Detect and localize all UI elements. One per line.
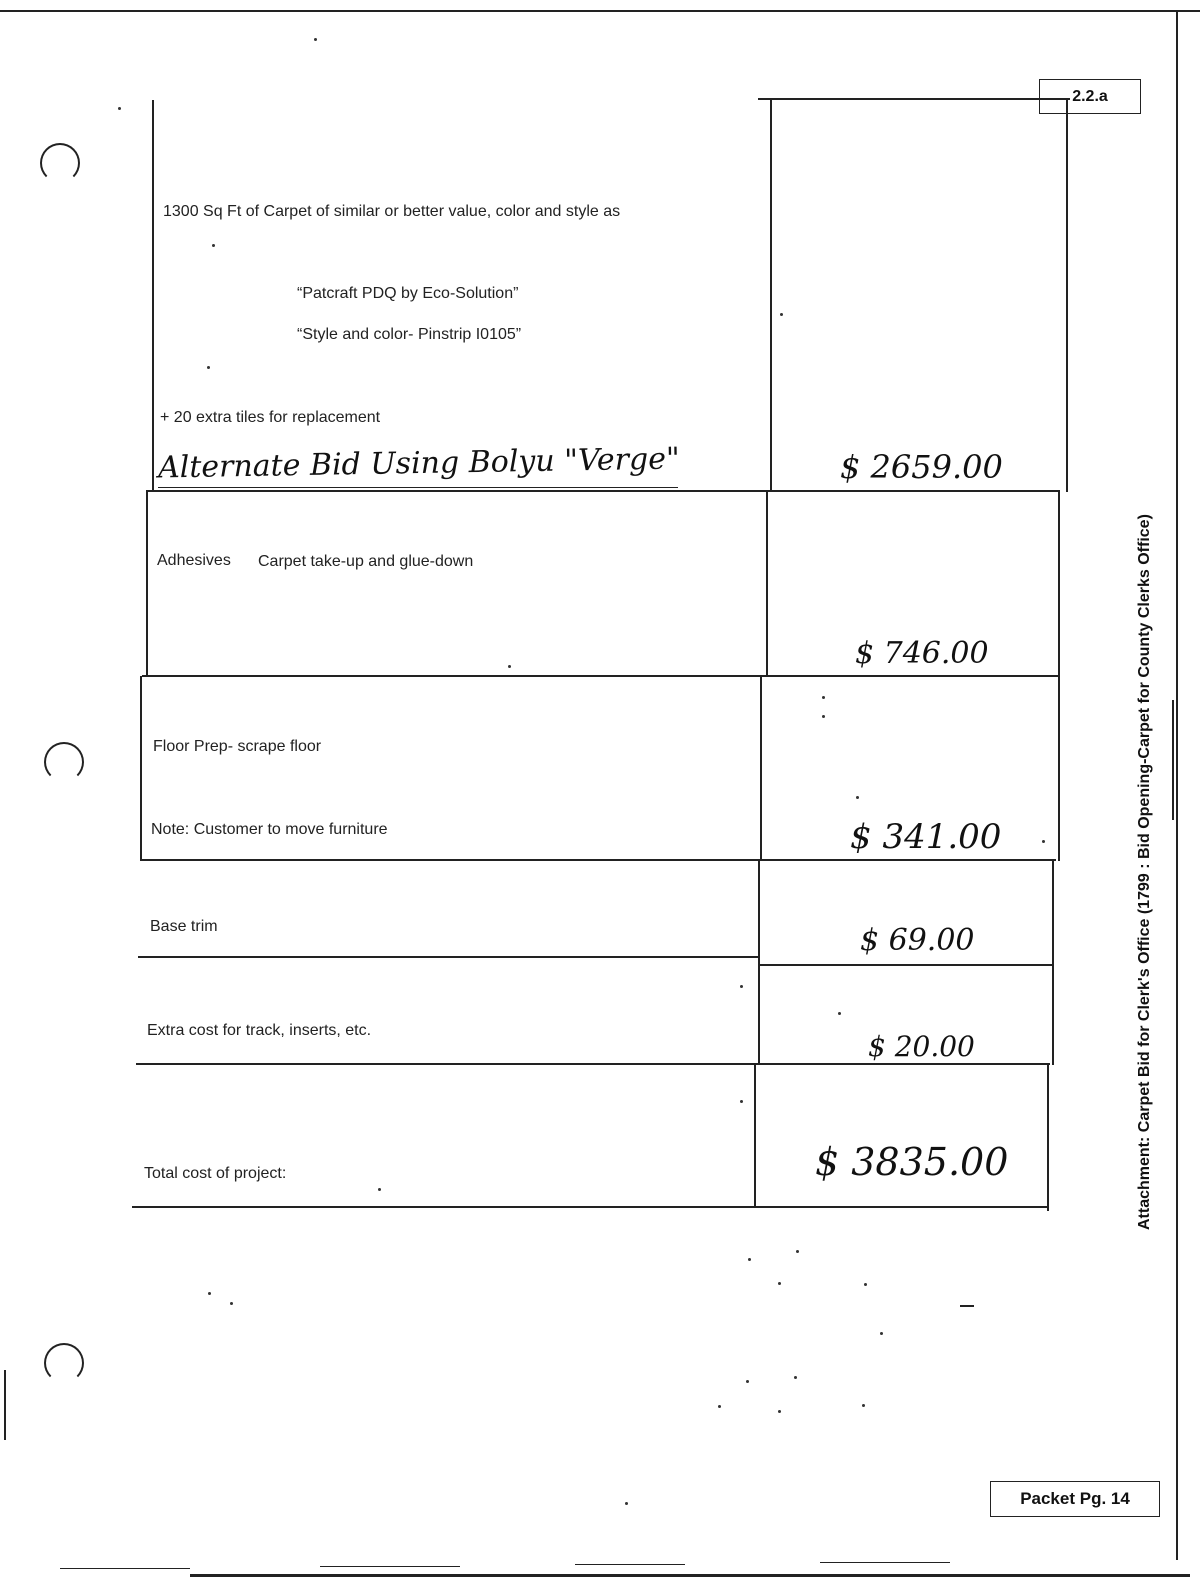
column-divider [770,98,772,492]
adhesives-label: Adhesives [157,552,231,569]
carpet-style-line: “Style and color- Pinstrip I0105” [297,326,522,343]
extra-tiles-line: + 20 extra tiles for replacement [160,409,381,426]
row-divider [136,1063,1050,1065]
scan-speck [794,1376,797,1379]
scan-speck [625,1502,628,1505]
stray-dash [575,1564,685,1565]
binder-hole-icon [44,742,84,782]
amount-extra-cost: $ 20.00 [868,1030,975,1063]
table-right-border [1047,1065,1049,1211]
binder-hole-icon [40,143,80,183]
table-right-border [1052,860,1054,1065]
attachment-tag-label: 2.2.a [1072,87,1108,105]
scan-speck [780,313,783,316]
scan-speck [378,1188,381,1191]
scan-speck [740,985,743,988]
stray-dash [60,1568,190,1569]
extra-cost-label: Extra cost for track, inserts, etc. [147,1022,372,1039]
scan-speck [118,107,121,110]
binder-hole-icon [44,1343,84,1383]
scan-speck [822,696,825,699]
table-right-border [1066,98,1068,492]
row-divider [132,1206,1048,1208]
amount-base-trim: $ 69.00 [860,923,975,958]
packet-page-label: Packet Pg. 14 [1020,1489,1130,1508]
total-label: Total cost of project: [144,1165,287,1182]
amount-floor-prep: $ 341.00 [850,817,1002,857]
scan-speck [230,1302,233,1305]
scan-speck [856,796,859,799]
scan-speck [208,1292,211,1295]
carpet-product-line: “Patcraft PDQ by Eco-Solution” [297,285,519,302]
table-left-border-lower [140,676,142,860]
handwritten-underline [158,487,678,488]
page-top-border [0,10,1200,12]
scan-speck [822,715,825,718]
amount-total: $ 3835.00 [815,1140,1009,1184]
scan-speck [508,665,511,668]
attachment-tag [1039,79,1141,114]
stray-dash [320,1566,460,1567]
row-divider [138,956,760,958]
scan-speck [740,1100,743,1103]
scan-speck [746,1380,749,1383]
row-divider [142,675,1060,677]
stray-dash [960,1305,974,1307]
scan-speck [1042,840,1045,843]
column-divider [754,1065,756,1208]
table-left-border-mid [146,491,148,676]
base-trim-label: Base trim [150,918,218,935]
row-divider [140,859,1056,861]
scan-speck [314,38,317,41]
stray-dash [820,1562,950,1563]
scan-speck [796,1250,799,1253]
packet-page-box [990,1481,1160,1517]
page-bottom-border [190,1574,1190,1577]
scan-speck [212,244,215,247]
floor-prep-label: Floor Prep- scrape floor [153,738,322,755]
handwritten-alternate-bid: Alternate Bid Using Bolyu "Verge" [157,441,681,486]
scan-speck [778,1410,781,1413]
scan-speck [862,1404,865,1407]
amount-adhesives: $ 746.00 [855,636,989,671]
left-edge-mark [4,1370,6,1440]
floor-prep-note: Note: Customer to move furniture [151,821,388,838]
table-top-border [758,98,1070,100]
scan-speck [864,1283,867,1286]
amount-carpet: $ 2659.00 [840,448,1003,486]
scan-speck [207,366,210,369]
scan-speck [748,1258,751,1261]
scan-speck [880,1332,883,1335]
scan-speck [838,1012,841,1015]
column-divider [760,676,762,860]
carpet-description-line: 1300 Sq Ft of Carpet of similar or better value, color and style as [163,203,621,220]
page-right-border [1176,10,1178,1560]
scan-speck [718,1405,721,1408]
table-left-border-top [152,100,154,491]
scan-speck [778,1282,781,1285]
attachment-sidebar-text: Attachment: Carpet Bid for Clerk's Office (1799 : Bid Opening-Carpet for County Clerks Office) [1136,514,1153,1230]
column-divider [758,860,760,1065]
row-divider [758,964,1054,966]
row-divider [146,490,1060,492]
column-divider [766,491,768,676]
adhesives-description: Carpet take-up and glue-down [258,553,474,570]
right-edge-mark [1172,700,1174,820]
